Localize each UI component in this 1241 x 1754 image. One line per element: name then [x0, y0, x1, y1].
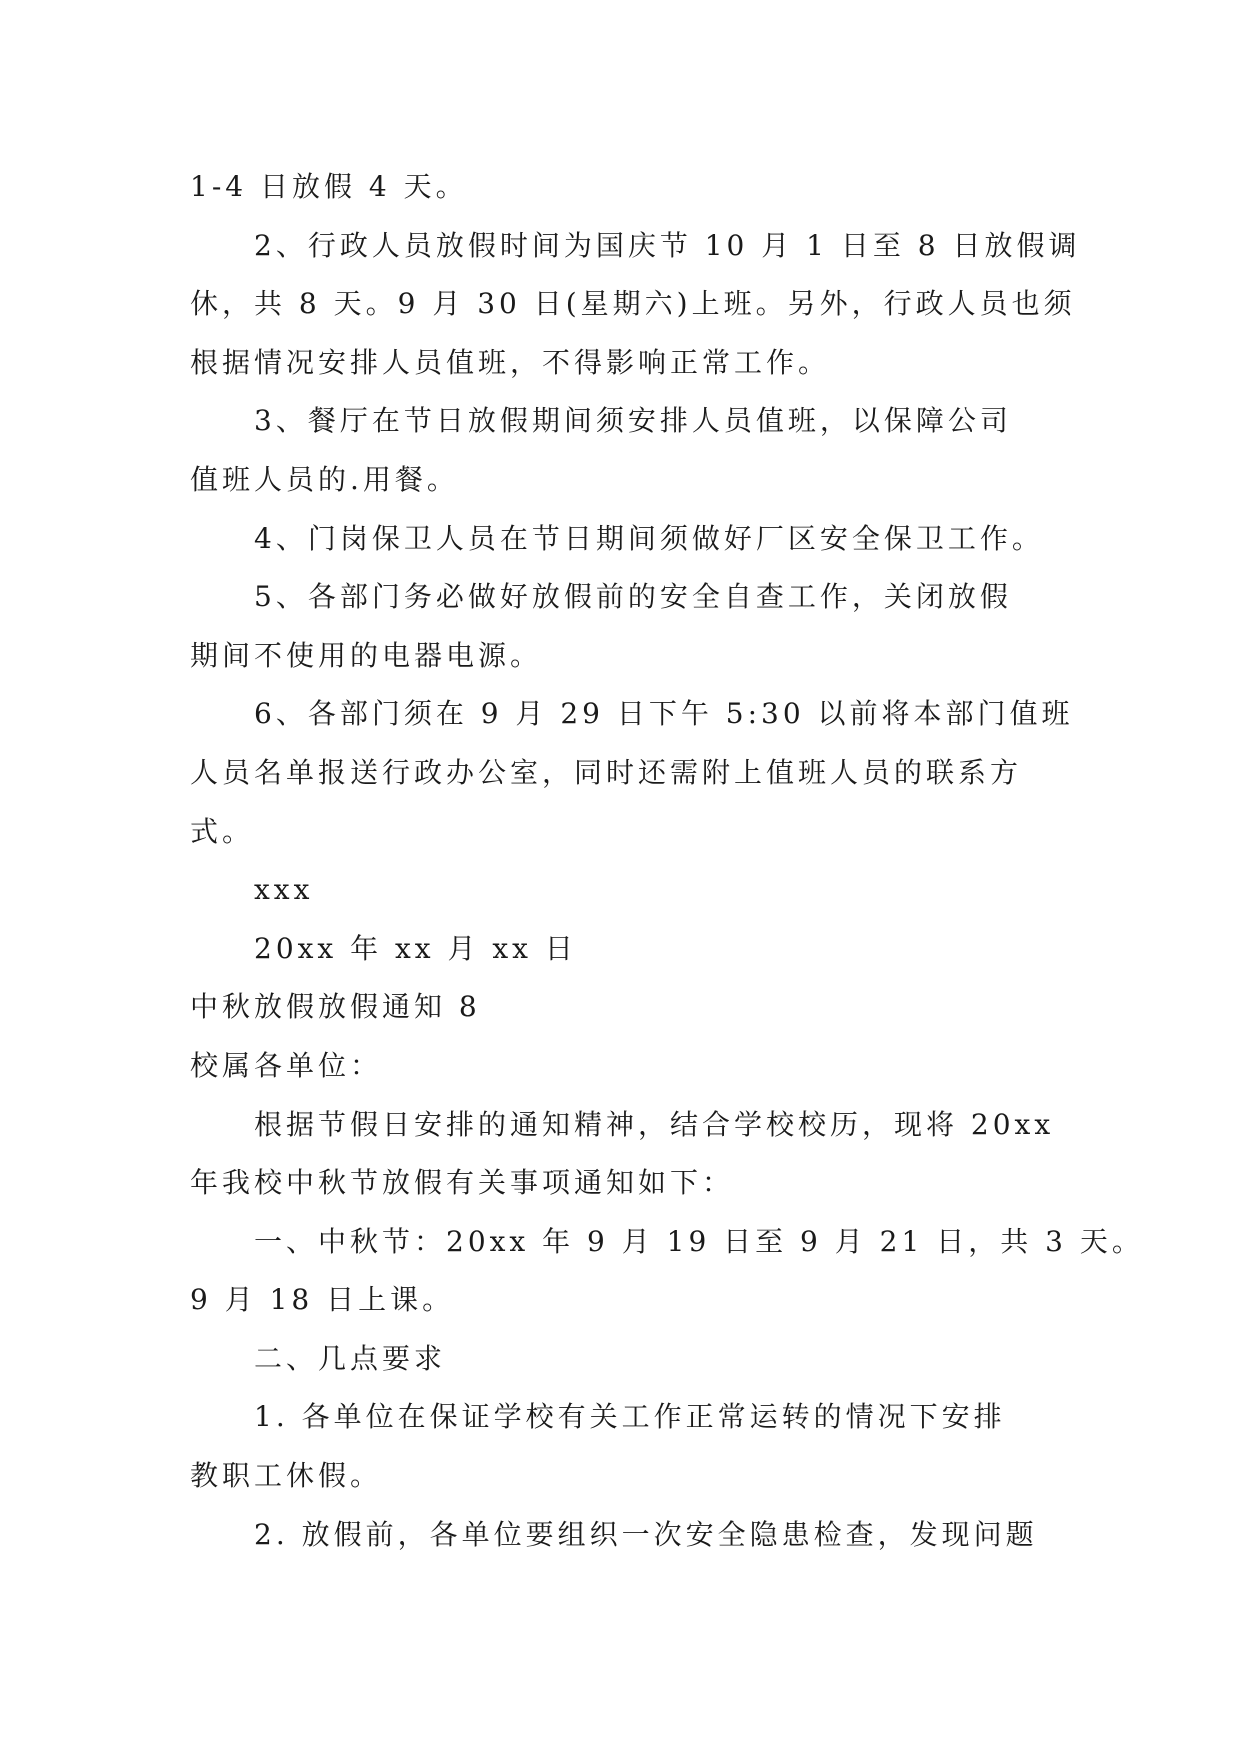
- text-line: 根据情况安排人员值班，不得影响正常工作。: [190, 345, 831, 379]
- text-line: 2. 放假前，各单位要组织一次安全隐患检查，发现问题: [254, 1517, 1038, 1551]
- text-line: 人员名单报送行政办公室，同时还需附上值班人员的联系方: [190, 755, 1023, 789]
- text-line: 2、行政人员放假时间为国庆节 10 月 1 日至 8 日放假调: [254, 228, 1081, 262]
- text-line: 一、中秋节：20xx 年 9 月 19 日至 9 月 21 日，共 3 天。: [254, 1224, 1144, 1258]
- text-line: 年我校中秋节放假有关事项通知如下：: [190, 1166, 735, 1200]
- text-line: 1-4 日放假 4 天。: [190, 170, 468, 203]
- text-line: 休，共 8 天。9 月 30 日(星期六)上班。另外，行政人员也须: [190, 287, 1076, 321]
- salutation: 校属各单位：: [190, 1048, 383, 1082]
- signature-date: 20xx 年 xx 月 xx 日: [254, 931, 577, 965]
- text-line: 期间不使用的电器电源。: [190, 638, 543, 672]
- signature-name: xxx: [254, 873, 314, 907]
- text-line: 6、各部门须在 9 月 29 日下午 5:30 以前将本部门值班: [254, 697, 1074, 731]
- text-line: 值班人员的.用餐。: [190, 462, 459, 496]
- text-line: 1. 各单位在保证学校有关工作正常运转的情况下安排: [254, 1400, 1006, 1434]
- section-title: 中秋放假放假通知 8: [190, 990, 481, 1024]
- text-line: 4、门岗保卫人员在节日期间须做好厂区安全保卫工作。: [254, 521, 1044, 555]
- text-line: 5、各部门务必做好放假前的安全自查工作，关闭放假: [254, 580, 1012, 614]
- document-body: [190, 158, 1144, 1564]
- text-line: 式。: [190, 814, 255, 848]
- text-line: 9 月 18 日上课。: [190, 1283, 455, 1317]
- text-line: 教职工休假。: [190, 1459, 383, 1493]
- text-line: 根据节假日安排的通知精神，结合学校校历，现将 20xx: [254, 1107, 1055, 1141]
- text-line: 二、几点要求: [254, 1341, 447, 1375]
- text-line: 3、餐厅在节日放假期间须安排人员值班，以保障公司: [254, 404, 1012, 438]
